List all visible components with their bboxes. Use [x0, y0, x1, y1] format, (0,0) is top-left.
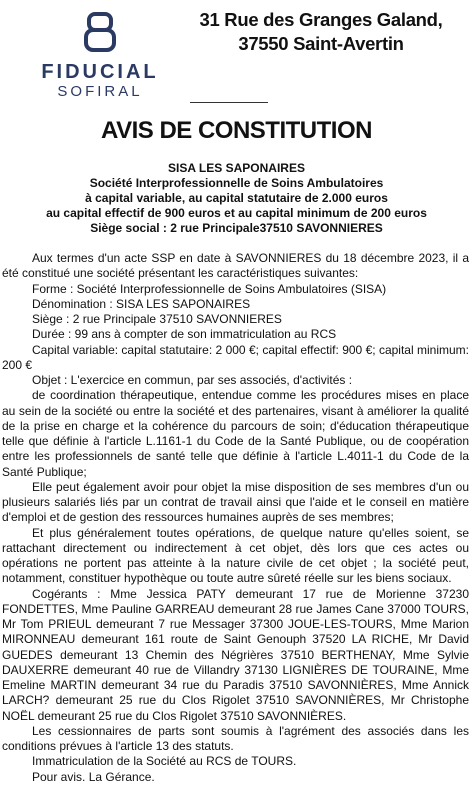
divider	[190, 102, 268, 103]
paragraph-signature: Pour avis. La Gérance.	[32, 769, 155, 784]
fiducial-logo	[30, 12, 170, 100]
paragraph-name: Dénomination : SISA LES SAPONAIRES	[32, 296, 251, 311]
address-line: 37550 Saint-Avertin	[238, 33, 404, 54]
registered-office: Siège social : 2 rue Principale37510 SAVONNIERES	[90, 221, 383, 235]
paragraph-capital: Capital variable: capital statutaire: 2 000 €; capital effectif: 900 €; capital minimum: 200 €	[2, 342, 469, 372]
logo-brand: FIDUCIAL	[41, 61, 159, 83]
paragraph-general: Et plus généralement toutes opérations, de quelque nature qu'elles soient, se rattachant directement ou indirectement à cet objet, dès lors que ces actes ou opérations ne portent pas atteinte à la nature civile de cet objet ; la société peut, notamment, constituer hypothèque ou toute autre sûreté réelle sur les biens sociaux.	[2, 525, 469, 586]
paragraph-form: Forme : Société Interprofessionnelle de Soins Ambulatoires (SISA)	[32, 281, 387, 296]
notice-title: AVIS DE CONSTITUTION	[101, 117, 372, 144]
notice-body	[2, 251, 469, 785]
paragraph-managers: Cogérants : Mme Jessica PATY demeurant 17 rue de Morienne 37230 FONDETTES, Mme Pauline GARREAU demeurant 28 rue James Cane 37000 TOURS, Mr Tom PRIEUL demeurant 7 rue Messager 37300 JOUE-LES-TOURS, Mme Marion MIRONNEAU demeurant 161 route de Saint Genouph 37520 LA RICHE, Mr David GUEDES demeurant 13 Chemin des Négrières 37510 BERTHENAY, Mme Sylvie DAUXERRE demeurant 40 rue de Villandry 37130 LIGNIÈRES DE TOURAINE, Mme Emeline MARTIN demeurant 34 rue du Paradis 37510 SAVONNIÈRES, Mme Annick LARCH? demeurant 25 rue du Clos Rigolet 37510 SAVONNIÈRES, Mr Christophe NOËL demeurant 25 rue du Clos Rigolet 37510 SAVONNIÈRES.	[2, 586, 469, 723]
logo-mark-icon	[80, 12, 120, 52]
capital-statutory: à capital variable, au capital statutaire de 2.000 euros	[85, 191, 388, 205]
company-name: SISA LES SAPONAIRES	[168, 161, 305, 175]
company-header	[0, 161, 473, 236]
paragraph-registration: Immatriculation de la Société au RCS de TOURS.	[32, 754, 297, 769]
address-line: 31 Rue des Granges Galand,	[199, 9, 443, 30]
address-block	[186, 8, 456, 56]
capital-effective: au capital effectif de 900 euros et au capital minimum de 200 euros	[46, 206, 427, 220]
company-form: Société Interprofessionnelle de Soins Ambulatoires	[89, 176, 384, 190]
paragraph-coordination: de coordination thérapeutique, entendue comme les procédures mises en place au sein de la société ou entre la société et des partenaires, visant à améliorer la qualité de la prise en charge et la cohérence du parcours de soin; d'éducation thérapeutique telle que définie à l'article L.1161-1 du Code de la Santé Publique, ou de coopération entre les professionnels de santé telle que définie à l'article L.4011-1 du Code de la Santé Publique;	[2, 388, 469, 479]
logo-subtitle: SOFIRAL	[57, 83, 143, 100]
paragraph-duration: Durée : 99 ans à compter de son immatriculation au RCS	[32, 327, 337, 342]
paragraph-transfers: Les cessionnaires de parts sont soumis à l'agrément des associés dans les conditions prévues à l'article 13 des statuts.	[2, 723, 469, 753]
paragraph-intro: Aux termes d'un acte SSP en date à SAVONNIERES du 18 décembre 2023, il a été constitué une société présentant les caractéristiques suivantes:	[2, 251, 469, 281]
paragraph-staff: Elle peut également avoir pour objet la mise disposition de ses membres d'un ou plusieurs salariés liés par un contrat de travail ainsi que l'aide et le conseil en matière d'emploi et de gestion des ressources humaines auprès de ses membres;	[2, 479, 469, 525]
paragraph-seat: Siège : 2 rue Principale 37510 SAVONNIERES	[32, 312, 282, 326]
paragraph-object: Objet : L'exercice en commun, par ses associés, d'activités :	[32, 373, 353, 387]
